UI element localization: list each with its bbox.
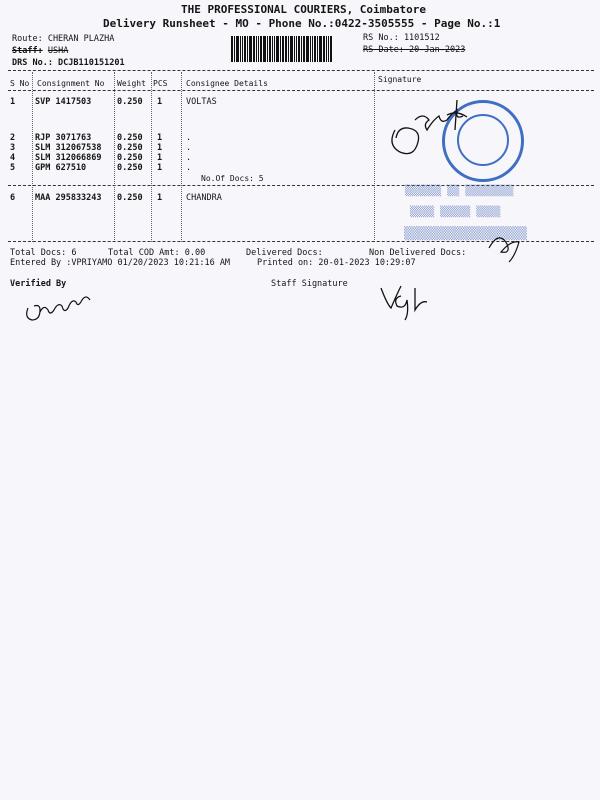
- row3-pcs: 1: [157, 143, 163, 153]
- row3-details: .: [186, 143, 192, 153]
- row2-pcs: 1: [157, 133, 163, 143]
- delivered-docs: Delivered Docs:: [246, 248, 323, 258]
- stamp-signature: [485, 228, 525, 262]
- drs-number: DRS No.: DCJB110151201: [12, 58, 125, 68]
- stamp-smudge: ▒▒▒▒▒▒▒▒▒▒▒▒▒▒▒▒▒: [404, 226, 527, 240]
- verified-by-label: Verified By: [10, 279, 67, 289]
- row6-weight: 0.250: [117, 193, 143, 203]
- header-weight: Weight: [117, 79, 146, 88]
- row1-weight: 0.250: [117, 97, 143, 107]
- stamp-smudge: ▒▒▒▒ ▒▒▒▒▒ ▒▒▒▒: [410, 205, 501, 216]
- row5-consignment: GPM 627510: [35, 163, 87, 173]
- column-divider: [181, 72, 182, 242]
- row5-pcs: 1: [157, 163, 163, 173]
- row5-sno: 5: [10, 163, 16, 173]
- header-consignee: Consignee Details: [186, 79, 268, 88]
- staff-label: Staff:: [12, 46, 43, 56]
- column-divider: [151, 72, 152, 242]
- table-header-border: [8, 90, 594, 91]
- table-top-border: [8, 70, 594, 71]
- row2-sno: 2: [10, 133, 16, 143]
- row2-details: .: [186, 133, 192, 143]
- row1-details: VOLTAS: [186, 97, 217, 107]
- row1-consignment: SVP 1417503: [35, 97, 92, 107]
- header-pcs: PCS: [153, 79, 168, 88]
- rs-number: RS No.: 1101512: [363, 33, 440, 43]
- row2-consignment: RJP 3071763: [35, 133, 92, 143]
- row5-weight: 0.250: [117, 163, 143, 173]
- row3-weight: 0.250: [117, 143, 143, 153]
- non-delivered-docs: Non Delivered Docs:: [369, 248, 467, 258]
- staff-signature-label: Staff Signature: [271, 279, 348, 289]
- row4-pcs: 1: [157, 153, 163, 163]
- row4-sno: 4: [10, 153, 16, 163]
- entered-by: Entered By :VPRIYAMO 01/20/2023 10:21:16 AM: [10, 258, 231, 268]
- company-title: THE PROFESSIONAL COURIERS, Coimbatore: [181, 3, 427, 16]
- row6-consignment: MAA 295833243: [35, 193, 102, 203]
- row5-details: .: [186, 163, 192, 173]
- receiver-signature: [385, 90, 475, 170]
- staff-value: USHA: [47, 46, 69, 56]
- row3-consignment: SLM 312067538: [35, 143, 102, 153]
- column-divider: [32, 72, 33, 242]
- header-sno: S No: [10, 79, 30, 88]
- row6-details: CHANDRA: [186, 193, 222, 203]
- column-divider: [114, 72, 115, 242]
- row1-pcs: 1: [157, 97, 163, 107]
- printed-on: Printed on: 20-01-2023 10:29:07: [257, 258, 416, 268]
- header-signature: Signature: [378, 75, 422, 84]
- row2-weight: 0.250: [117, 133, 143, 143]
- row4-weight: 0.250: [117, 153, 143, 163]
- no-of-docs: No.Of Docs: 5: [201, 174, 264, 183]
- staff-signature: [375, 280, 445, 320]
- runsheet-subtitle: Delivery Runsheet - MO - Phone No.:0422-3505555 - Page No.:1: [103, 17, 501, 30]
- row4-details: .: [186, 153, 192, 163]
- row3-sno: 3: [10, 143, 16, 153]
- row4-consignment: SLM 312066869: [35, 153, 102, 163]
- row1-sno: 1: [10, 97, 16, 107]
- row6-sno: 6: [10, 193, 16, 203]
- column-divider: [374, 72, 375, 242]
- route-label: Route: CHERAN PLAZHA: [12, 34, 115, 44]
- barcode: [231, 36, 353, 62]
- header-consignment: Consignment No: [37, 79, 105, 88]
- total-docs: Total Docs: 6: [10, 248, 77, 258]
- staff-line: [12, 46, 68, 56]
- stamp-smudge: ▒▒▒▒▒▒▒▒ ▒▒ ▒▒▒▒▒▒: [405, 184, 514, 195]
- rs-date: RS Date: 20-Jan-2023: [363, 45, 466, 55]
- verifier-signature: [22, 288, 102, 328]
- row6-pcs: 1: [157, 193, 163, 203]
- total-cod: Total COD Amt: 0.00: [108, 248, 206, 258]
